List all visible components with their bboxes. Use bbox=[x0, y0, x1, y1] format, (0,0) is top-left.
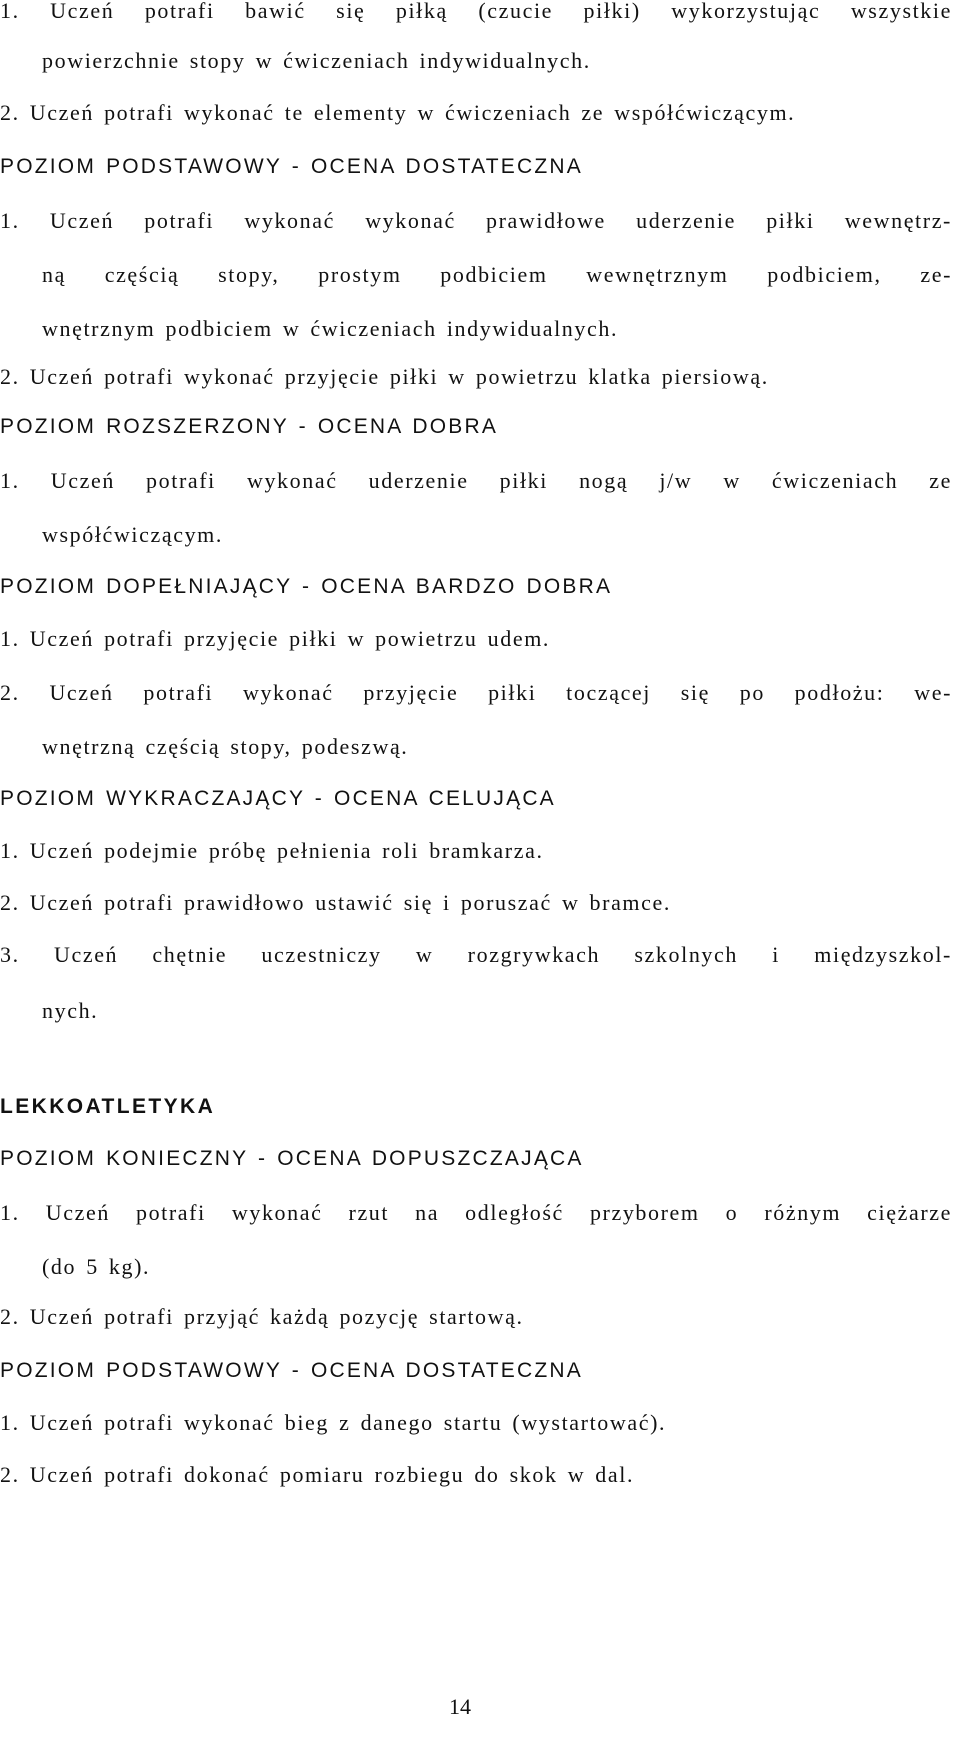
list-item-continuation: ną częścią stopy, prostym podbiciem wewnętrznym podbiciem, ze- bbox=[42, 262, 952, 287]
list-item: 3. Uczeń chętnie uczestniczy w rozgrywkach szkolnych i międzyszkol- bbox=[0, 942, 952, 967]
list-item: 2. Uczeń potrafi prawidłowo ustawić się i poruszać w bramce. bbox=[0, 890, 671, 915]
section-title: LEKKOATLETYKA bbox=[0, 1095, 216, 1118]
list-item: 1. Uczeń potrafi wykonać rzut na odległość przyborem o różnym ciężarze bbox=[0, 1200, 952, 1225]
list-item: 1. Uczeń potrafi wykonać bieg z danego startu (wystartować). bbox=[0, 1410, 667, 1435]
list-item: 1. Uczeń podejmie próbę pełnienia roli bramkarza. bbox=[0, 838, 544, 863]
list-item: 2. Uczeń potrafi dokonać pomiaru rozbiegu do skok w dal. bbox=[0, 1462, 635, 1487]
list-item: 1. Uczeń potrafi bawić się piłką (czucie piłki) wykorzystując wszystkie bbox=[0, 0, 952, 23]
level-heading: POZIOM PODSTAWOWY - OCENA DOSTATECZNA bbox=[0, 155, 583, 178]
list-item-continuation: wnętrzną częścią stopy, podeszwą. bbox=[42, 734, 409, 759]
page-number: 14 bbox=[449, 1694, 471, 1719]
level-heading: POZIOM ROZSZERZONY - OCENA DOBRA bbox=[0, 415, 499, 438]
list-item-continuation: współćwiczącym. bbox=[42, 522, 223, 547]
list-item-continuation: powierzchnie stopy w ćwiczeniach indywidualnych. bbox=[42, 48, 591, 73]
list-item: 2. Uczeń potrafi wykonać te elementy w ćwiczeniach ze współćwiczącym. bbox=[0, 100, 796, 125]
list-item-continuation: nych. bbox=[42, 998, 99, 1023]
list-item: 2. Uczeń potrafi przyjąć każdą pozycję startową. bbox=[0, 1304, 524, 1329]
list-item: 2. Uczeń potrafi wykonać przyjęcie piłki w powietrzu klatka piersiową. bbox=[0, 364, 769, 389]
level-heading: POZIOM PODSTAWOWY - OCENA DOSTATECZNA bbox=[0, 1359, 583, 1382]
list-item: 1. Uczeń potrafi przyjęcie piłki w powietrzu udem. bbox=[0, 626, 551, 651]
list-item-continuation: (do 5 kg). bbox=[42, 1254, 151, 1279]
list-item: 1. Uczeń potrafi wykonać uderzenie piłki nogą j/w w ćwiczeniach ze bbox=[0, 468, 952, 493]
level-heading: POZIOM WYKRACZAJĄCY - OCENA CELUJĄCA bbox=[0, 787, 556, 810]
list-item: 1. Uczeń potrafi wykonać wykonać prawidłowe uderzenie piłki wewnętrz- bbox=[0, 208, 952, 233]
level-heading: POZIOM KONIECZNY - OCENA DOPUSZCZAJĄCA bbox=[0, 1147, 584, 1170]
level-heading: POZIOM DOPEŁNIAJĄCY - OCENA BARDZO DOBRA bbox=[0, 575, 613, 598]
list-item: 2. Uczeń potrafi wykonać przyjęcie piłki toczącej się po podłożu: we- bbox=[0, 680, 952, 705]
list-item-continuation: wnętrznym podbiciem w ćwiczeniach indywidualnych. bbox=[42, 316, 619, 341]
